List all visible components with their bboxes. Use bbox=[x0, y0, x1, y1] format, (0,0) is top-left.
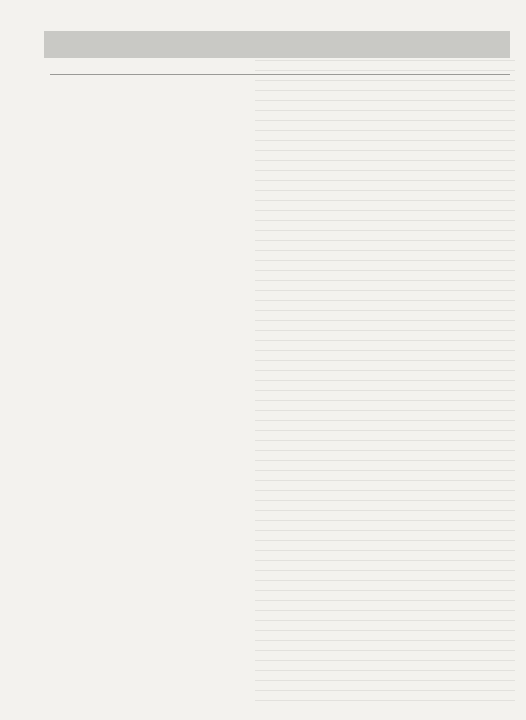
section-title bbox=[50, 65, 510, 75]
header-bar bbox=[44, 31, 510, 58]
toc-content bbox=[50, 65, 510, 75]
bleed-through-text bbox=[255, 60, 515, 710]
